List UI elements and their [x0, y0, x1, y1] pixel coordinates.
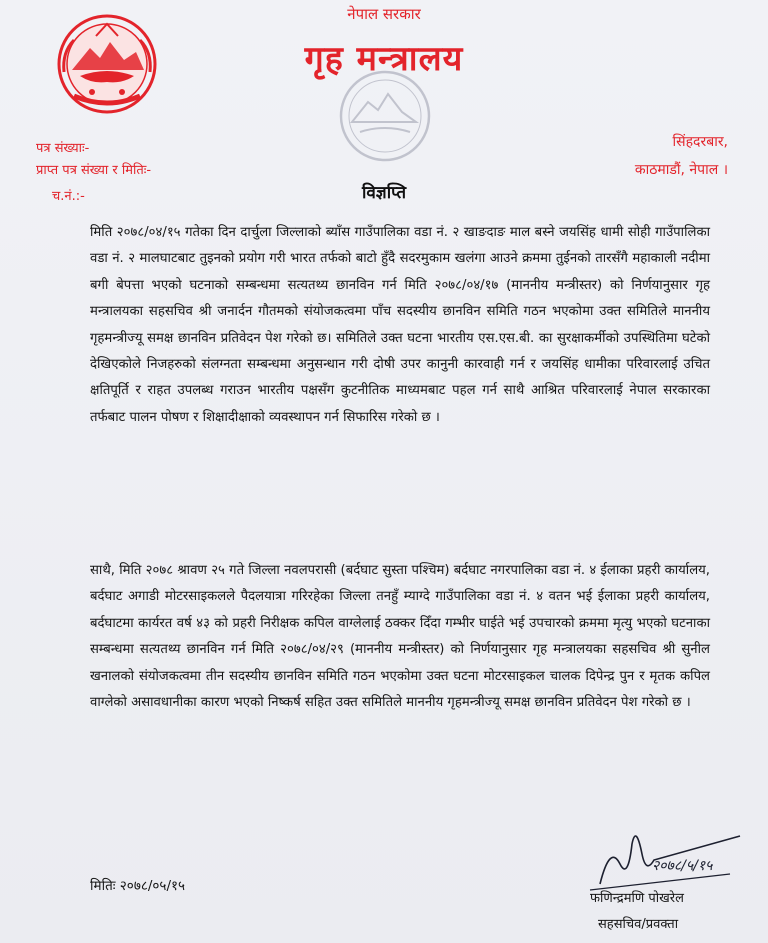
signer-name: फणिन्द्रमणि पोखरेल	[590, 891, 684, 906]
signer-designation: सहसचिव/प्रवक्ता	[598, 917, 679, 932]
issue-date: मितिः २०७८/०५/१५	[90, 878, 186, 894]
nepal-emblem-watermark-icon	[330, 66, 440, 174]
body-paragraph-1: मिति २०७८/०४/१५ गतेका दिन दार्चुला जिल्लाको ब्याँस गाउँपालिका वडा नं. २ खाङदाङ माल बस्ने जयसिंह धामी सोही गाउँपालिका वडा नं. २ मालघाटबाट तुइनको प्रयोग गरी भारत तर्फको बाटो हुँदै सदरमुकाम खलंगा आउने क्रममा तुईनको तारसँगै महाकाली नदीमा बगी बेपत्ता भएको घटनाको सम्बन्धमा सत्यतथ्य छानविन गर्न मिति २०७८/०४/१७ (माननीय मन्त्रीस्तर) को निर्णयानुसार गृह मन्त्रालयका सहसचिव श्री जनार्दन गौतमको संयोजकत्वमा पाँच सदस्यीय छानविन समिति गठन भएकोमा उक्त समितिले माननीय गृहमन्त्रीज्यू समक्ष छानविन प्रतिवेदन पेश गरेको छ। समितिले उक्त घटना भारतीय एस.एस.बी. का सुरक्षाकर्मीको उपस्थितिमा घटेको देखिएकोले निजहरुको संलग्नता सम्बन्धमा अनुसन्धान गरी दोषी उपर कानुनी कारवाही गर्न र जयसिंह धामीका परिवारलाई उचित क्षतिपूर्ति र राहत उपलब्ध गराउन भारतीय पक्षसँग कुटनीतिक माध्यमबाट पहल गर्न साथै आश्रित परिवारलाई नेपाल सरकारका तर्फबाट पालन पोषण र शिक्षादीक्षाको व्यवस्थापन गर्न सिफारिस गरेको छ ।	[90, 225, 710, 425]
ministry-title: गृह मन्त्रालय	[304, 39, 464, 79]
body-paragraph-2: साथै, मिति २०७८ श्रावण २५ गते जिल्ला नवलपरासी (बर्दघाट सुस्ता पश्चिम) बर्दघाट नगरपालिका वडा नं. ४ ईलाका प्रहरी कार्यालय, बर्दघाट अगाडी मोटरसाइकलले पैदलयात्रा गरिरहेका जिल्ला तनहुँ म्याग्दे गाउँपालिका वडा नं. ४ वतन भई ईलाका प्रहरी कार्यालय, बर्दघाटमा कार्यरत वर्ष ४३ को प्रहरी निरीक्षक कपिल वाग्लेलाई ठक्कर दिँदा गम्भीर घाईते भई उपचारको क्रममा मृत्यु भएको घटनाका सम्बन्धमा सत्यतथ्य छानविन गर्न मिति २०७८/०४/२९ (माननीय मन्त्रीस्तर) को निर्णयानुसार गृह मन्त्रालयका सहसचिव श्री सुनील खनालको संयोजकत्वमा तीन सदस्यीय छानविन समिति गठन भएकोमा उक्त घटना मोटरसाइकल चालक दिपेन्द्र पुन र मृतक कपिल वाग्लेको असावधानीका कारण भएको निष्कर्ष सहित उक्त समितिले माननीय गृहमन्त्रीज्यू समक्ष छानविन प्रतिवेदन पेश गरेको छ ।	[90, 563, 710, 711]
dispatch-number-label: च.नं.:-	[52, 189, 85, 204]
signature-date: २०७८/५/१५	[652, 858, 713, 874]
document-title: विज्ञप्ति	[361, 183, 407, 203]
received-letter-label: प्राप्त पत्र संख्या र मितिः-	[36, 163, 152, 178]
address-line-1: सिंहदरबार,	[672, 134, 728, 150]
government-label: नेपाल सरकार	[347, 5, 421, 23]
address-line-2: काठमाडौं, नेपाल ।	[634, 162, 728, 178]
letter-number-label: पत्र संख्याः-	[36, 141, 90, 156]
